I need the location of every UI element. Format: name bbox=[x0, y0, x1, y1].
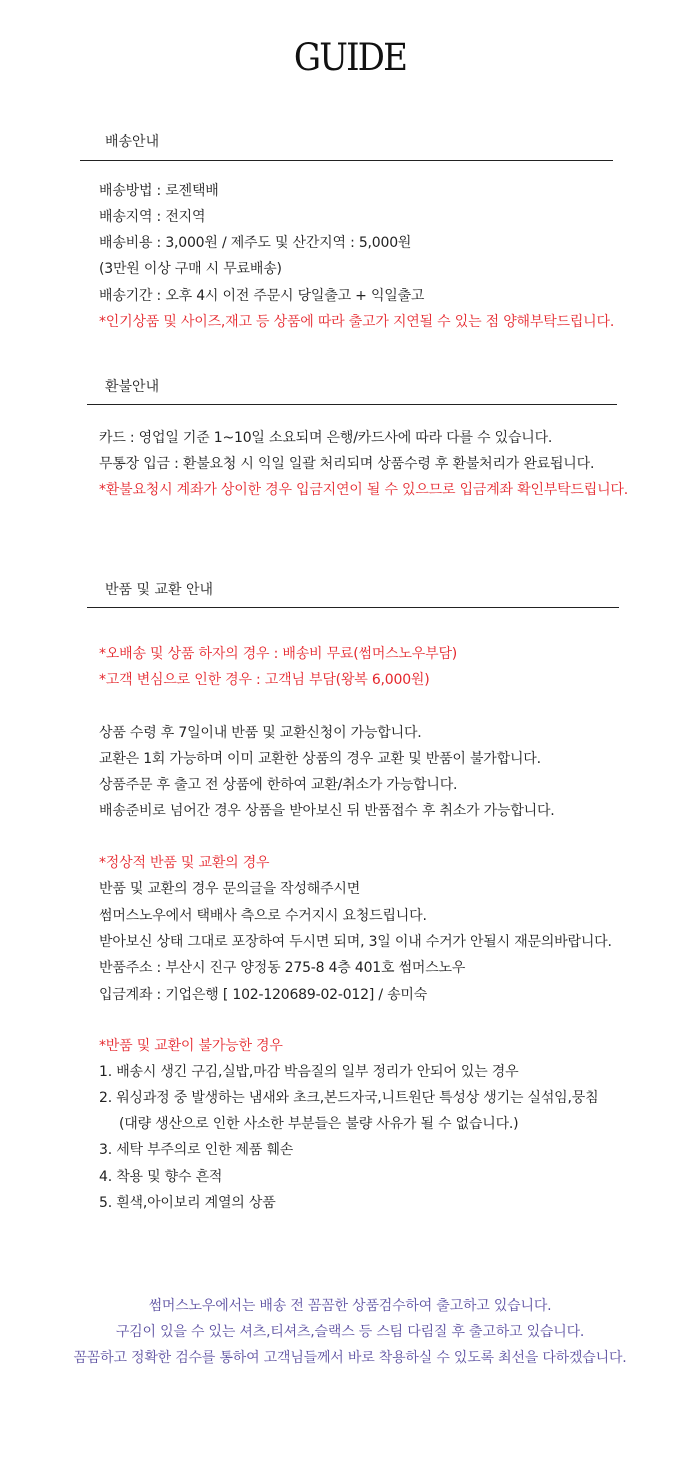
impossible-return-item: 4. 착용 및 향수 흔적 bbox=[99, 1169, 223, 1185]
exchange-defect-notice: *오배송 및 상품 하자의 경우 : 배송비 무료(썸머스노우부담) bbox=[99, 646, 458, 662]
shipping-method: 배송방법 : 로젠택배 bbox=[99, 183, 219, 199]
exchange-policy-line: 상품 수령 후 7일이내 반품 및 교환신청이 가능합니다. bbox=[99, 725, 422, 741]
shipping-free-note: (3만원 이상 구매 시 무료배송) bbox=[99, 261, 282, 277]
shipping-heading: 배송안내 bbox=[105, 134, 160, 150]
closing-line: 썸머스노우에서는 배송 전 꼼꼼한 상품검수하여 출고하고 있습니다. bbox=[148, 1298, 552, 1314]
return-address: 반품주소 : 부산시 진구 양정동 275-8 4층 401호 썸머스노우 bbox=[99, 960, 466, 976]
exchange-change-mind-notice: *고객 변심으로 인한 경우 : 고객님 부담(왕복 6,000원) bbox=[99, 672, 430, 688]
shipping-delay-notice: *인기상품 및 사이즈,재고 등 상품에 따라 출고가 지연될 수 있는 점 양해부탁드립니다. bbox=[99, 314, 615, 330]
impossible-return-item: 2. 워싱과정 중 발생하는 냄새와 초크,본드자국,니트원단 특성상 생기는 실섞임,뭉침 bbox=[99, 1090, 599, 1106]
exchange-policy-line: 배송준비로 넘어간 경우 상품을 받아보신 뒤 반품접수 후 취소가 가능합니다. bbox=[99, 803, 555, 819]
shipping-period: 배송기간 : 오후 4시 이전 주문시 당일출고 + 익일출고 bbox=[99, 288, 425, 304]
refund-heading: 환불안내 bbox=[105, 379, 160, 395]
normal-return-line: 썸머스노우에서 택배사 측으로 수거지시 요청드립니다. bbox=[99, 908, 427, 924]
normal-return-line: 받아보신 상태 그대로 포장하여 두시면 되며, 3일 이내 수거가 안될시 재문의바랍니다. bbox=[99, 934, 612, 950]
exchange-heading: 반품 및 교환 안내 bbox=[105, 582, 214, 598]
closing-line: 꼼꼼하고 정확한 검수를 통하여 고객님들께서 바로 착용하실 수 있도록 최선을 다하겠습니다. bbox=[73, 1350, 627, 1366]
deposit-account: 입금계좌 : 기업은행 [ 102-120689-02-012] / 송미숙 bbox=[99, 987, 428, 1003]
exchange-policy-line: 교환은 1회 가능하며 이미 교환한 상품의 경우 교환 및 반품이 불가합니다. bbox=[99, 751, 541, 767]
impossible-return-subnote: (대량 생산으로 인한 사소한 부분들은 불량 사유가 될 수 없습니다.) bbox=[119, 1116, 519, 1132]
impossible-return-item: 5. 흰색,아이보리 계열의 상품 bbox=[99, 1195, 276, 1211]
closing-line: 구김이 있을 수 있는 셔츠,티셔츠,슬랙스 등 스팀 다림질 후 출고하고 있습니다. bbox=[115, 1324, 585, 1340]
refund-account-notice: *환불요청시 계좌가 상이한 경우 입금지연이 될 수 있으므로 입금계좌 확인부탁드립니다. bbox=[99, 482, 628, 498]
refund-bank-transfer: 무통장 입금 : 환불요청 시 익일 일괄 처리되며 상품수령 후 환불처리가 완료됩니다. bbox=[99, 456, 595, 472]
refund-divider bbox=[87, 404, 617, 405]
exchange-divider bbox=[87, 607, 619, 608]
page-title: GUIDE bbox=[293, 36, 407, 79]
normal-return-heading: *정상적 반품 및 교환의 경우 bbox=[99, 855, 270, 871]
shipping-region: 배송지역 : 전지역 bbox=[99, 209, 206, 225]
shipping-cost: 배송비용 : 3,000원 / 제주도 및 산간지역 : 5,000원 bbox=[99, 235, 412, 251]
impossible-return-item: 1. 배송시 생긴 구김,실밥,마감 박음질의 일부 정리가 안되어 있는 경우 bbox=[99, 1064, 519, 1080]
exchange-policy-line: 상품주문 후 출고 전 상품에 한하여 교환/취소가 가능합니다. bbox=[99, 777, 458, 793]
impossible-return-heading: *반품 및 교환이 불가능한 경우 bbox=[99, 1038, 283, 1054]
refund-card: 카드 : 영업일 기준 1~10일 소요되며 은행/카드사에 따라 다를 수 있습니다. bbox=[99, 430, 553, 446]
normal-return-line: 반품 및 교환의 경우 문의글을 작성해주시면 bbox=[99, 881, 361, 897]
impossible-return-item: 3. 세탁 부주의로 인한 제품 훼손 bbox=[99, 1142, 294, 1158]
shipping-divider bbox=[80, 160, 613, 161]
